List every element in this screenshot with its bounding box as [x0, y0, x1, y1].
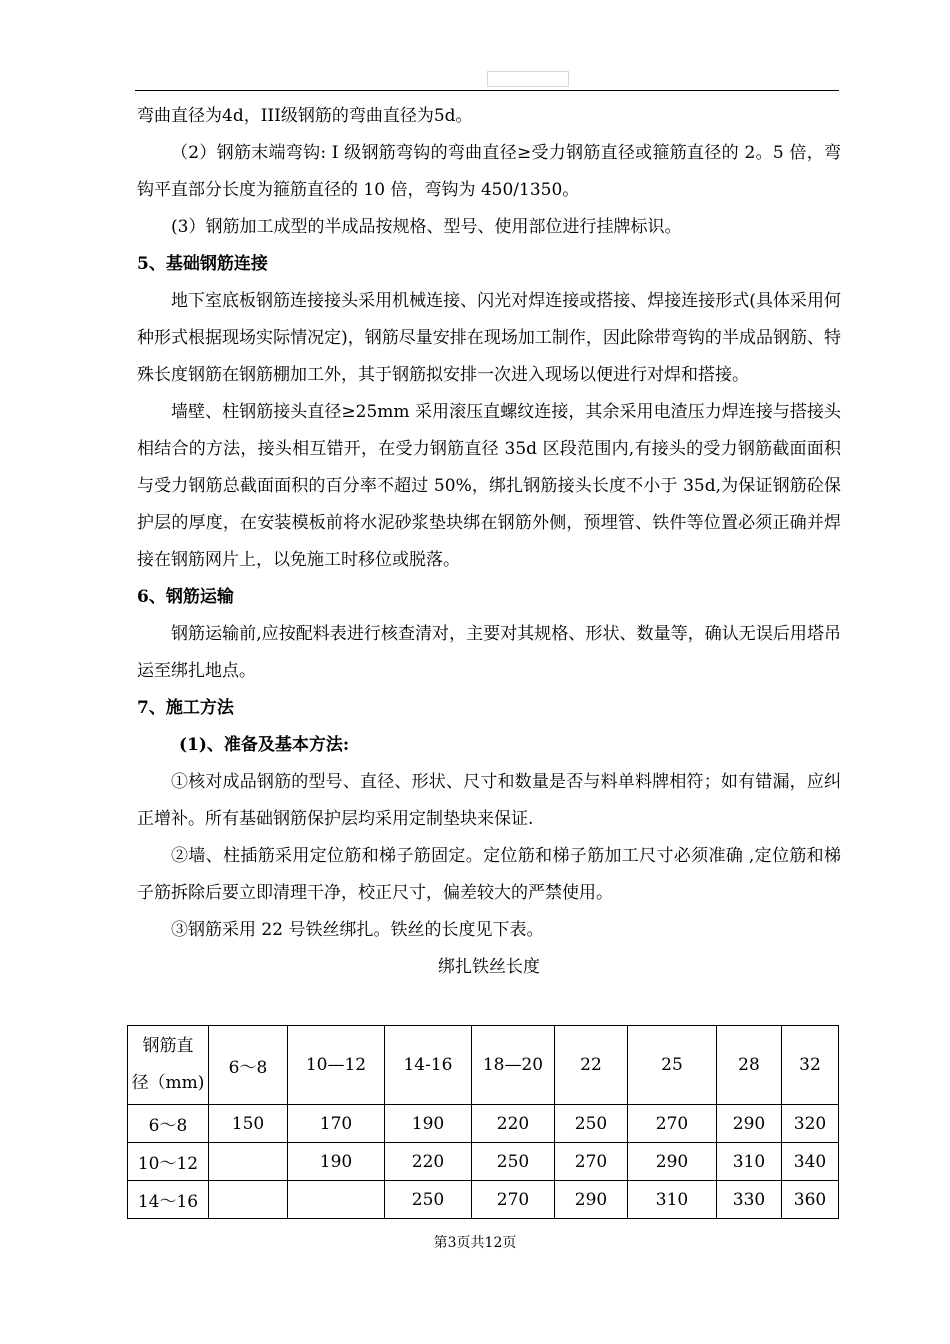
header-box [487, 71, 569, 87]
row-label: 10～12 [128, 1143, 209, 1181]
table-cell [209, 1181, 288, 1219]
table-cell: 320 [782, 1105, 839, 1143]
paragraph: 钢筋运输前,应按配料表进行核查清对，主要对其规格、形状、数量等，确认无误后用塔吊运至绑扎地点。 [137, 624, 841, 681]
table-cell: 250 [555, 1105, 628, 1143]
section-heading: 7、施工方法 [137, 698, 234, 718]
table-row [128, 1181, 839, 1219]
table-cell: 360 [782, 1181, 839, 1219]
table-cell: 190 [385, 1105, 472, 1143]
subsection-heading: (1)、准备及基本方法: [179, 735, 350, 755]
document-body [137, 98, 841, 986]
wire-length-table [127, 1025, 839, 1219]
table-cell: 150 [209, 1105, 288, 1143]
column-header: 10—12 [288, 1026, 385, 1105]
header-rule [135, 90, 839, 91]
page-footer: 第3页共12页 [433, 1235, 517, 1251]
table-row [128, 1143, 839, 1181]
table-header-corner [128, 1026, 209, 1105]
section-heading: 6、钢筋运输 [137, 587, 234, 607]
table-cell [288, 1181, 385, 1219]
paragraph: 墙壁、柱钢筋接头直径≥25mm 采用滚压直螺纹连接，其余采用电渣压力焊连接与搭接头相结合的方法，接头相互错开，在受力钢筋直径 35d 区段范围内,有接头的受力钢筋截面面积与受力钢筋总截面面积的百分率不超过 50%，绑扎钢筋接头长度不小于 35d,为保证钢筋砼保护层的厚度，在安装模板前将水泥砂浆垫块绑在钢筋外侧，预埋管、铁件等位置必须正确并焊接在钢筋网片上，以免施工时移位或脱落。 [137, 402, 841, 570]
table-cell: 340 [782, 1143, 839, 1181]
column-header: 25 [628, 1026, 717, 1105]
table-cell: 330 [717, 1181, 782, 1219]
table-cell: 270 [472, 1181, 555, 1219]
column-header: 18—20 [472, 1026, 555, 1105]
header-label-line1: 钢筋直 [142, 1036, 194, 1056]
paragraph: 弯曲直径为4d，III级钢筋的弯曲直径为5d。 [137, 106, 473, 126]
column-header: 22 [555, 1026, 628, 1105]
column-header: 6～8 [209, 1026, 288, 1105]
table-cell: 190 [288, 1143, 385, 1181]
table-cell: 250 [472, 1143, 555, 1181]
table-cell: 270 [555, 1143, 628, 1181]
column-header: 32 [782, 1026, 839, 1105]
paragraph: ②墙、柱插筋采用定位筋和梯子筋固定。定位筋和梯子筋加工尺寸必须准确 ,定位筋和梯子筋拆除后要立即清理干净，校正尺寸，偏差较大的严禁使用。 [137, 846, 841, 903]
table-cell: 250 [385, 1181, 472, 1219]
table-header-row [128, 1026, 839, 1105]
section-heading: 5、基础钢筋连接 [137, 254, 268, 274]
table-cell: 290 [628, 1143, 717, 1181]
paragraph: ③钢筋采用 22 号铁丝绑扎。铁丝的长度见下表。 [171, 920, 544, 940]
table-cell: 310 [717, 1143, 782, 1181]
paragraph: 地下室底板钢筋连接接头采用机械连接、闪光对焊连接或搭接、焊接连接形式(具体采用何种形式根据现场实际情况定)，钢筋尽量安排在现场加工制作，因此除带弯钩的半成品钢筋、特殊长度钢筋在钢筋棚加工外，其于钢筋拟安排一次进入现场以便进行对焊和搭接。 [137, 291, 841, 385]
table-cell: 220 [472, 1105, 555, 1143]
paragraph: （2）钢筋末端弯钩: I 级钢筋弯钩的弯曲直径≥受力钢筋直径或箍筋直径的 2。5 倍，弯钩平直部分长度为箍筋直径的 10 倍，弯钩为 450/1350。 [137, 143, 841, 200]
column-header: 14-16 [385, 1026, 472, 1105]
paragraph: (3）钢筋加工成型的半成品按规格、型号、使用部位进行挂牌标识。 [171, 217, 682, 237]
header-label-line2: 径（mm) [131, 1073, 205, 1093]
row-label: 6～8 [128, 1105, 209, 1143]
table-cell: 310 [628, 1181, 717, 1219]
table-cell: 290 [717, 1105, 782, 1143]
column-header: 28 [717, 1026, 782, 1105]
paragraph: ①核对成品钢筋的型号、直径、形状、尺寸和数量是否与料单料牌相符；如有错漏，应纠正增补。所有基础钢筋保护层均采用定制垫块来保证. [137, 772, 841, 829]
table-caption: 绑扎铁丝长度 [438, 957, 540, 977]
table-cell: 270 [628, 1105, 717, 1143]
table-cell: 170 [288, 1105, 385, 1143]
table-cell: 290 [555, 1181, 628, 1219]
table-cell [209, 1143, 288, 1181]
table-cell: 220 [385, 1143, 472, 1181]
table-row [128, 1105, 839, 1143]
row-label: 14～16 [128, 1181, 209, 1219]
